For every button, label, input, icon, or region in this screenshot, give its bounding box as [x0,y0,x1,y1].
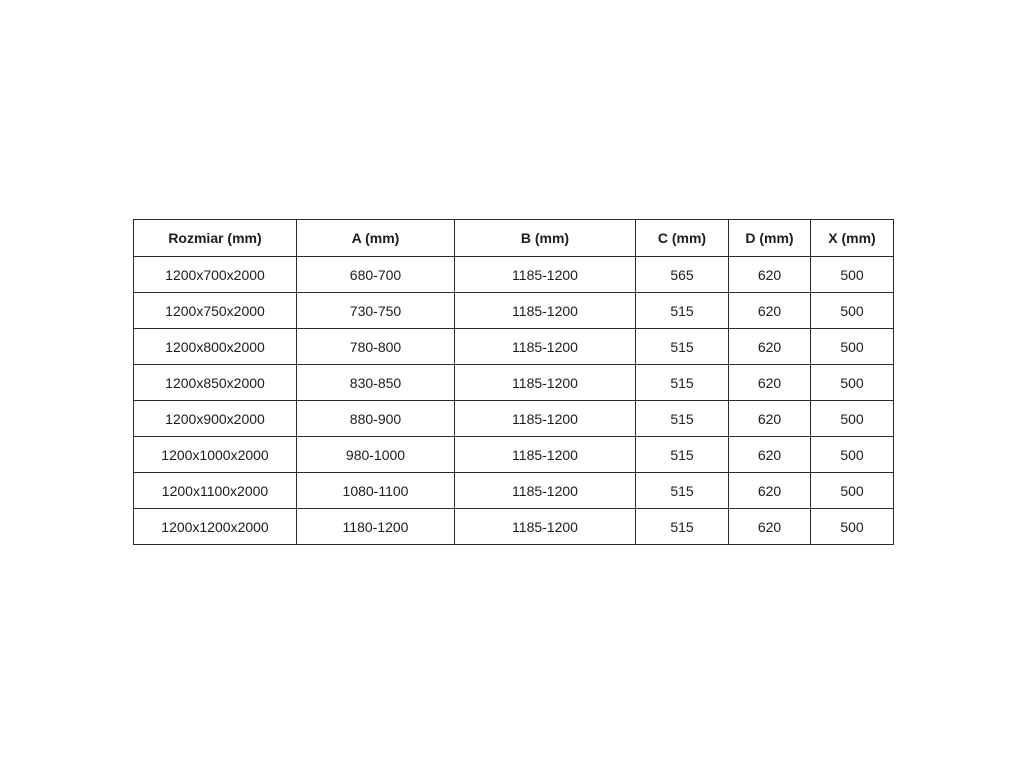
cell-b: 1185-1200 [455,329,636,365]
cell-d: 620 [729,257,811,293]
table-row [134,365,894,401]
column-header-c: C (mm) [636,220,729,257]
cell-c: 515 [636,365,729,401]
cell-rozmiar: 1200x1000x2000 [134,437,297,473]
table-header [134,220,894,257]
cell-a: 680-700 [297,257,455,293]
cell-a: 1180-1200 [297,509,455,545]
cell-c: 515 [636,293,729,329]
cell-x: 500 [811,473,894,509]
cell-x: 500 [811,365,894,401]
cell-rozmiar: 1200x1200x2000 [134,509,297,545]
cell-c: 515 [636,473,729,509]
cell-x: 500 [811,509,894,545]
dimensions-table-container [133,219,894,545]
cell-rozmiar: 1200x850x2000 [134,365,297,401]
column-header-b: B (mm) [455,220,636,257]
column-header-a: A (mm) [297,220,455,257]
cell-a: 830-850 [297,365,455,401]
column-header-d: D (mm) [729,220,811,257]
cell-x: 500 [811,329,894,365]
cell-a: 1080-1100 [297,473,455,509]
table-row [134,329,894,365]
cell-d: 620 [729,293,811,329]
table-row [134,437,894,473]
cell-c: 565 [636,257,729,293]
cell-x: 500 [811,401,894,437]
cell-a: 980-1000 [297,437,455,473]
table-body [134,257,894,545]
cell-b: 1185-1200 [455,257,636,293]
table-row [134,257,894,293]
cell-d: 620 [729,365,811,401]
cell-b: 1185-1200 [455,365,636,401]
cell-a: 780-800 [297,329,455,365]
cell-x: 500 [811,437,894,473]
cell-rozmiar: 1200x800x2000 [134,329,297,365]
cell-x: 500 [811,293,894,329]
cell-rozmiar: 1200x1100x2000 [134,473,297,509]
cell-b: 1185-1200 [455,437,636,473]
table-row [134,509,894,545]
cell-d: 620 [729,401,811,437]
cell-rozmiar: 1200x900x2000 [134,401,297,437]
cell-c: 515 [636,329,729,365]
table-row [134,293,894,329]
cell-a: 880-900 [297,401,455,437]
cell-a: 730-750 [297,293,455,329]
cell-b: 1185-1200 [455,401,636,437]
cell-d: 620 [729,437,811,473]
cell-c: 515 [636,401,729,437]
table-row [134,401,894,437]
dimensions-table [133,219,894,545]
cell-c: 515 [636,509,729,545]
cell-d: 620 [729,509,811,545]
cell-rozmiar: 1200x750x2000 [134,293,297,329]
cell-b: 1185-1200 [455,509,636,545]
cell-b: 1185-1200 [455,293,636,329]
cell-d: 620 [729,329,811,365]
table-row [134,473,894,509]
cell-rozmiar: 1200x700x2000 [134,257,297,293]
cell-x: 500 [811,257,894,293]
column-header-rozmiar: Rozmiar (mm) [134,220,297,257]
column-header-x: X (mm) [811,220,894,257]
cell-d: 620 [729,473,811,509]
cell-b: 1185-1200 [455,473,636,509]
cell-c: 515 [636,437,729,473]
header-row [134,220,894,257]
